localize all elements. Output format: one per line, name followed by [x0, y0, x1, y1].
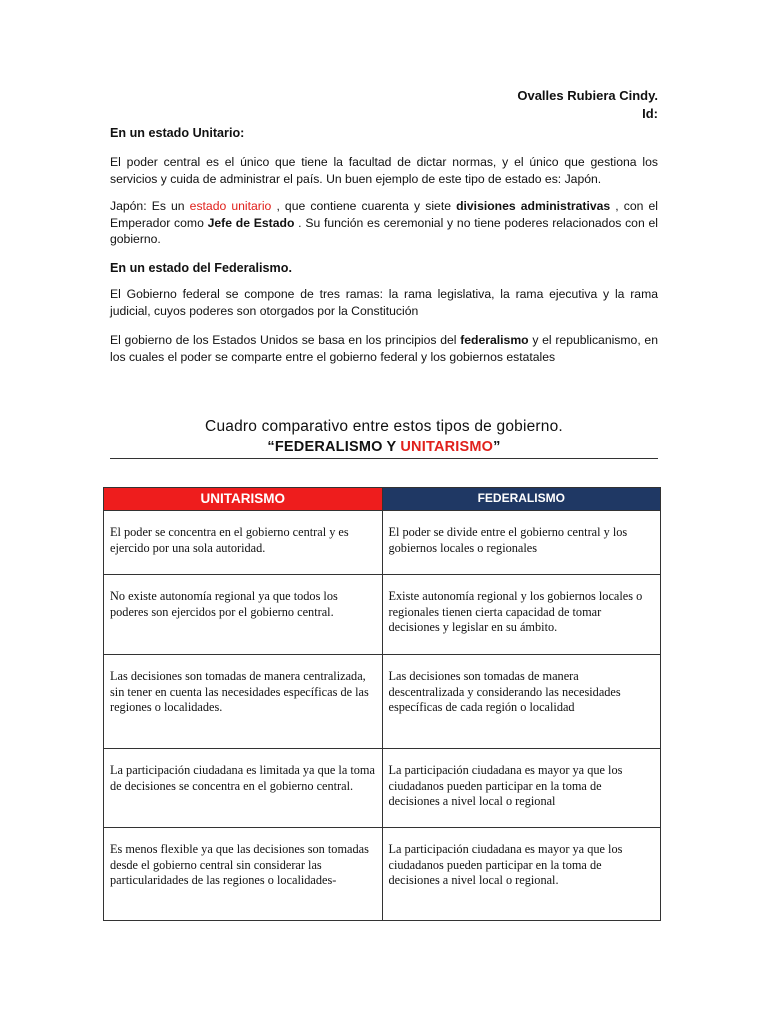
table-title-line1: Cuadro comparativo entre estos tipos de gobierno. [205, 418, 563, 435]
table-row [104, 511, 661, 575]
unitario-heading: En un estado Unitario: [110, 126, 245, 140]
usa-paragraph [110, 332, 658, 365]
japan-bold-jefe: Jefe de Estado [207, 215, 295, 230]
close-quote: ” [493, 439, 501, 455]
table-row [104, 575, 661, 655]
title-underline [110, 458, 658, 459]
cell-unitarismo: Las decisiones son tomadas de manera centralizada, sin tener en cuenta las necesidades específicas de las regiones o localidades. [104, 655, 383, 749]
unitario-definition: El poder central es el único que tiene la facultad de dictar normas, y el único que gestiona los servicios y cuida de administrar el país. Un buen ejemplo de este tipo de estado es: Japón. [110, 155, 658, 186]
federal-branches: El Gobierno federal se compone de tres ramas: la rama legislativa, la rama ejecutiva y la rama judicial, cuyos poderes son otorgados por la Constitución [110, 287, 658, 318]
usa-bold: federalismo [460, 333, 529, 347]
title-connector: Y [382, 439, 401, 455]
japan-suffix: . Su función es ceremonial y no tiene poderes relacionados con el gobierno. [110, 215, 658, 246]
table-row [104, 655, 661, 749]
japan-bold-divisions: divisiones administrativas [456, 199, 611, 213]
title-word-unitarismo: UNITARISMO [400, 439, 494, 455]
cell-unitarismo: No existe autonomía regional ya que todos los poderes son ejercidos por el gobierno central. [104, 575, 383, 655]
author-id-label: Id: [642, 106, 658, 121]
usa-prefix: El gobierno de los Estados Unidos se basa en los principios del [110, 333, 461, 347]
federalismo-heading: En un estado del Federalismo. [110, 261, 292, 275]
cell-federalismo: Existe autonomía regional y los gobiernos locales o regionales tienen cierta capacidad de tomar decisiones y legislar en su ámbito. [382, 575, 661, 655]
japan-mid: , que contiene cuarenta y siete [271, 199, 457, 213]
comparison-table [103, 487, 661, 921]
table-header-row [104, 488, 661, 511]
table-title [110, 416, 658, 458]
usa-suffix: y el republicanismo, en los cuales el poder se comparte entre el gobierno federal y los gobiernos estatales [110, 333, 658, 364]
japan-highlight: estado unitario [189, 199, 272, 213]
table-title-line2 [110, 437, 658, 458]
header-federalismo: FEDERALISMO [382, 488, 661, 511]
japan-paragraph [110, 198, 658, 248]
cell-unitarismo: El poder se concentra en el gobierno central y es ejercido por una sola autoridad. [104, 511, 383, 575]
cell-federalismo: La participación ciudadana es mayor ya que los ciudadanos pueden participar en la toma de decisiones a nivel local o regional. [382, 828, 661, 921]
table-row [104, 749, 661, 828]
cell-federalismo: El poder se divide entre el gobierno central y los gobiernos locales o regionales [382, 511, 661, 575]
cell-federalismo: La participación ciudadana es mayor ya que los ciudadanos pueden participar en la toma de decisiones a nivel local o regional [382, 749, 661, 828]
cell-unitarismo: Es menos flexible ya que las decisiones son tomadas desde el gobierno central sin considerar las particularidades de las regiones o localidades- [104, 828, 383, 921]
header-unitarismo: UNITARISMO [104, 488, 383, 511]
author-block [517, 87, 658, 123]
cell-federalismo: Las decisiones son tomadas de manera descentralizada y considerando las necesidades específicas de cada región o localidad [382, 655, 661, 749]
japan-prefix: Japón: Es un [110, 199, 190, 213]
open-quote: “ [267, 439, 275, 455]
title-word-federalismo: FEDERALISMO [274, 439, 383, 455]
cell-unitarismo: La participación ciudadana es limitada ya que la toma de decisiones se concentra en el gobierno central. [104, 749, 383, 828]
table-row [104, 828, 661, 921]
author-name: Ovalles Rubiera Cindy. [517, 88, 658, 103]
japan-mid2: , con el Emperador como [110, 199, 659, 230]
